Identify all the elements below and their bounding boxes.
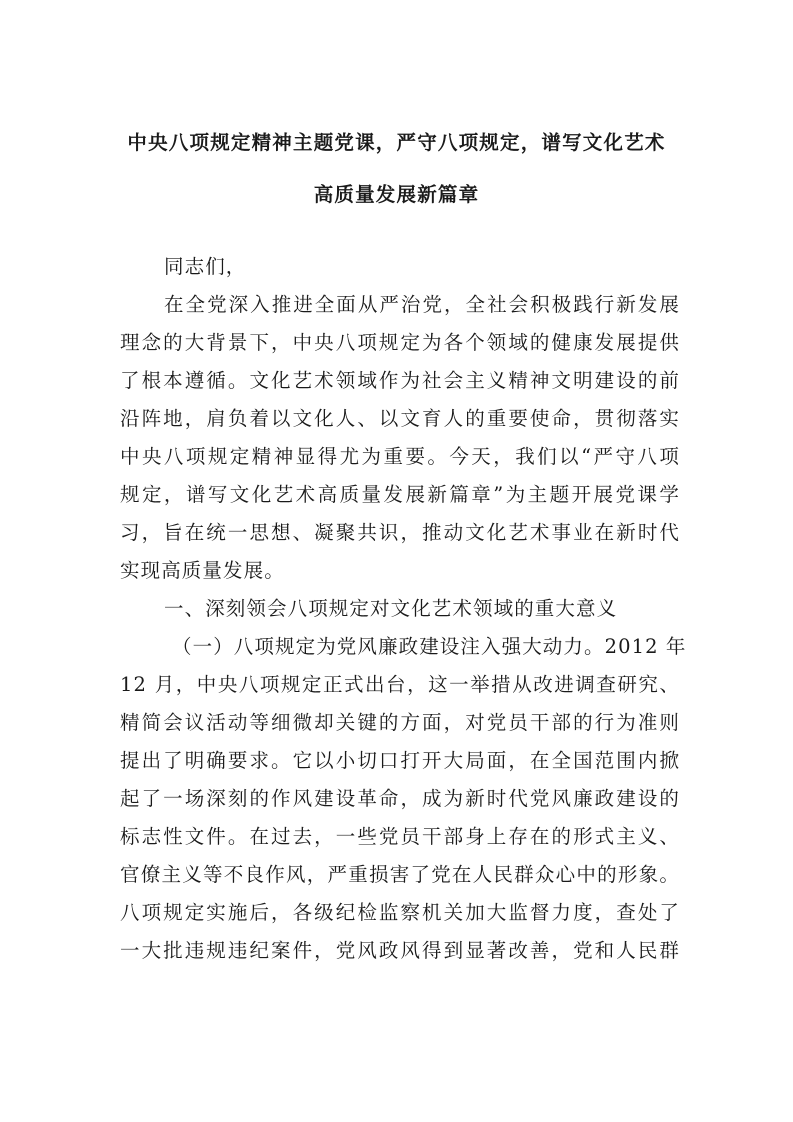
paragraph-2-line: （一）八项规定为党风廉政建设注入强大动力。2012 年: [172, 635, 687, 658]
paragraph-1-line: 理念的大背景下，中央八项规定为各个领域的健康发展提供: [120, 331, 680, 354]
document-title-line-1: 中央八项规定精神主题党课，严守八项规定，谱写文化艺术: [127, 131, 666, 154]
paragraph-2-line: 标志性文件。在过去，一些党员干部身上存在的形式主义、: [120, 825, 680, 848]
paragraph-1-line: 规定，谱写文化艺术高质量发展新篇章”为主题开展党课学: [120, 483, 680, 506]
paragraph-1-line: 沿阵地，肩负着以文化人、以文育人的重要使命，贯彻落实: [120, 407, 680, 430]
paragraph-2-line: 一大批违规违纪案件，党风政风得到显著改善，党和人民群: [120, 939, 680, 962]
section-heading: 一、深刻领会八项规定对文化艺术领域的重大意义: [164, 597, 618, 620]
paragraph-1-line: 中央八项规定精神显得尤为重要。今天，我们以“严守八项: [120, 445, 680, 468]
document-title-line-2: 高质量发展新篇章: [313, 183, 480, 206]
paragraph-2-line: 12 月，中央八项规定正式出台，这一举措从改进调查研究、: [120, 673, 680, 696]
greeting: 同志们，: [164, 255, 247, 278]
paragraph-2-line: 八项规定实施后，各级纪检监察机关加大监督力度，查处了: [120, 901, 680, 924]
paragraph-1-line: 实现高质量发展。: [120, 559, 285, 582]
paragraph-2-line: 官僚主义等不良作风，严重损害了党在人民群众心中的形象。: [120, 863, 680, 886]
paragraph-2-line: 精简会议活动等细微却关键的方面，对党员干部的行为准则: [120, 711, 680, 734]
paragraph-1-line: 了根本遵循。文化艺术领域作为社会主义精神文明建设的前: [120, 369, 680, 392]
paragraph-1-line: 习，旨在统一思想、凝聚共识，推动文化艺术事业在新时代: [120, 521, 680, 544]
paragraph-1-line: 在全党深入推进全面从严治党，全社会积极践行新发展: [164, 293, 680, 316]
paragraph-2-line: 提出了明确要求。它以小切口打开大局面，在全国范围内掀: [120, 749, 680, 772]
paragraph-2-line: 起了一场深刻的作风建设革命，成为新时代党风廉政建设的: [120, 787, 680, 810]
